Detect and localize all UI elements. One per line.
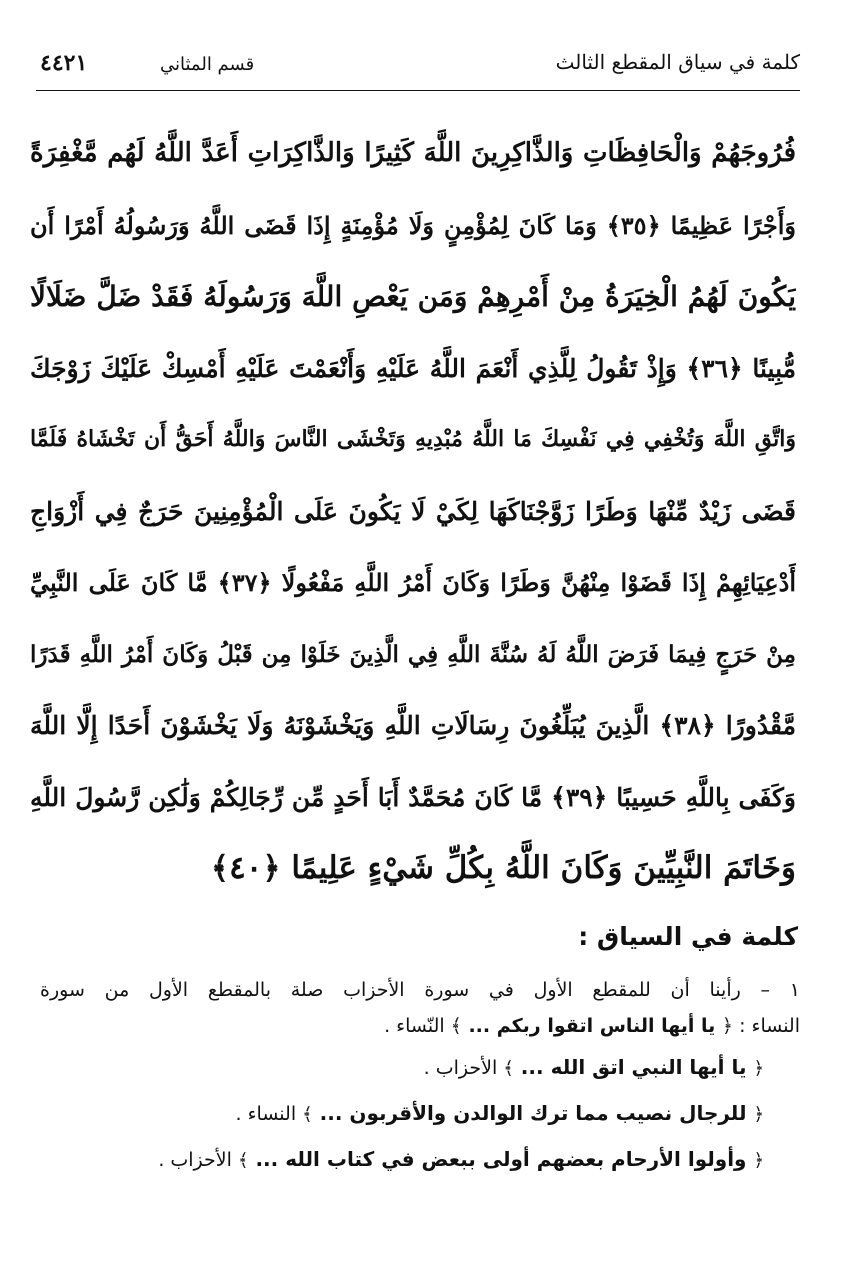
quran-line: فُرُوجَهُمْ وَالْحَافِظَاتِ وَالذَّاكِرِينَ اللَّهَ كَثِيرًا وَالذَّاكِرَاتِ أَعَدَّ اللَّهُ لَهُم مَّغْفِرَةً	[30, 138, 796, 168]
quran-line: أَدْعِيَائِهِمْ إِذَا قَضَوْا مِنْهُنَّ وَطَرًا وَكَانَ أَمْرُ اللَّهِ مَفْعُولًا ﴿٣٧﴾ مَّا كَانَ عَلَى النَّبِيِّ	[30, 568, 796, 597]
quran-line: مَّقْدُورًا ﴿٣٨﴾ الَّذِينَ يُبَلِّغُونَ رِسَالَاتِ اللَّهِ وَيَخْشَوْنَهُ وَلَا يَخْشَوْنَ أَحَدًا إِلَّا اللَّهَ	[30, 711, 796, 740]
verse-source: النساء .	[235, 1103, 303, 1125]
page-header	[40, 44, 800, 84]
quran-line: يَكُونَ لَهُمُ الْخِيَرَةُ مِنْ أَمْرِهِمْ وَمَن يَعْصِ اللَّهَ وَرَسُولَهُ فَقَدْ ضَلَّ ضَلَالًا	[30, 280, 796, 313]
page-number: ٤٤٢١	[40, 50, 88, 76]
quran-line: وَاتَّقِ اللَّهَ وَتُخْفِي فِي نَفْسِكَ مَا اللَّهُ مُبْدِيهِ وَتَخْشَى النَّاسَ وَاللَّهُ أَحَقُّ أَن تَخْشَاهُ فَلَمَّا	[30, 426, 796, 452]
quran-line: قَضَى زَيْدٌ مِّنْهَا وَطَرًا زَوَّجْنَاكَهَا لِكَيْ لَا يَكُونَ عَلَى الْمُؤْمِنِينَ حَرَجٌ فِي أَزْوَاجِ	[30, 496, 796, 526]
section-name: قسم المثاني	[160, 54, 255, 75]
verse-source: الأحزاب .	[158, 1149, 238, 1171]
verse-source: ﴾ النّساء .	[384, 1015, 462, 1037]
commentary-block	[40, 972, 800, 1182]
open-bracket-icon: ﴿	[753, 1058, 764, 1079]
close-bracket-icon: ﴾	[237, 1150, 249, 1171]
quran-text-block	[30, 118, 796, 905]
quoted-verse: يا أيها النبي اتق الله ...	[513, 1055, 754, 1079]
quote-line	[40, 1136, 800, 1182]
paragraph-line: ١ – رأينا أن للمقطع الأول في سورة الأحزاب صلة بالمقطع الأول من سورة	[40, 979, 800, 1001]
section-heading: كلمة في السياق :	[578, 922, 798, 951]
paragraph-text: النساء : ﴿	[721, 1015, 800, 1037]
quran-line: وَخَاتَمَ النَّبِيِّينَ وَكَانَ اللَّهُ بِكُلِّ شَيْءٍ عَلِيمًا ﴿٤٠﴾	[210, 850, 796, 886]
verse-source: الأحزاب .	[423, 1057, 504, 1079]
quran-line: وَأَجْرًا عَظِيمًا ﴿٣٥﴾ وَمَا كَانَ لِمُؤْمِنٍ وَلَا مُؤْمِنَةٍ إِذَا قَضَى اللَّهُ وَرَسُولُهُ أَمْرًا أَن	[30, 210, 796, 240]
paragraph-line	[40, 1008, 800, 1044]
quote-line	[40, 1090, 800, 1136]
open-bracket-icon: ﴿	[753, 1104, 764, 1125]
running-title: كلمة في سياق المقطع الثالث	[555, 50, 800, 74]
quoted-verse: يا أيها الناس اتقوا ربكم ...	[461, 1015, 722, 1037]
quran-line: مِنْ حَرَجٍ فِيمَا فَرَضَ اللَّهُ لَهُ سُنَّةَ اللَّهِ فِي الَّذِينَ خَلَوْا مِن قَبْلُ وَكَانَ أَمْرُ اللَّهِ قَدَرًا	[30, 640, 796, 668]
quoted-verse: وأولوا الأرحام بعضهم أولى ببعض في كتاب الله ...	[248, 1147, 754, 1171]
open-bracket-icon: ﴿	[753, 1150, 764, 1171]
header-divider	[36, 90, 800, 91]
quran-line: مُّبِينًا ﴿٣٦﴾ وَإِذْ تَقُولُ لِلَّذِي أَنْعَمَ اللَّهُ عَلَيْهِ وَأَنْعَمْتَ عَلَيْهِ أَمْسِكْ عَلَيْكَ زَوْجَكَ	[30, 353, 796, 383]
close-bracket-icon: ﴾	[302, 1104, 313, 1125]
quran-line: وَكَفَى بِاللَّهِ حَسِيبًا ﴿٣٩﴾ مَّا كَانَ مُحَمَّدٌ أَبَا أَحَدٍ مِّن رِّجَالِكُمْ وَلَٰكِن رَّسُولَ اللَّهِ	[30, 782, 796, 812]
close-bracket-icon: ﴾	[503, 1058, 514, 1079]
quoted-verse: للرجال نصيب مما ترك الوالدن والأقربون ...	[312, 1101, 754, 1125]
quote-line	[40, 1044, 800, 1090]
